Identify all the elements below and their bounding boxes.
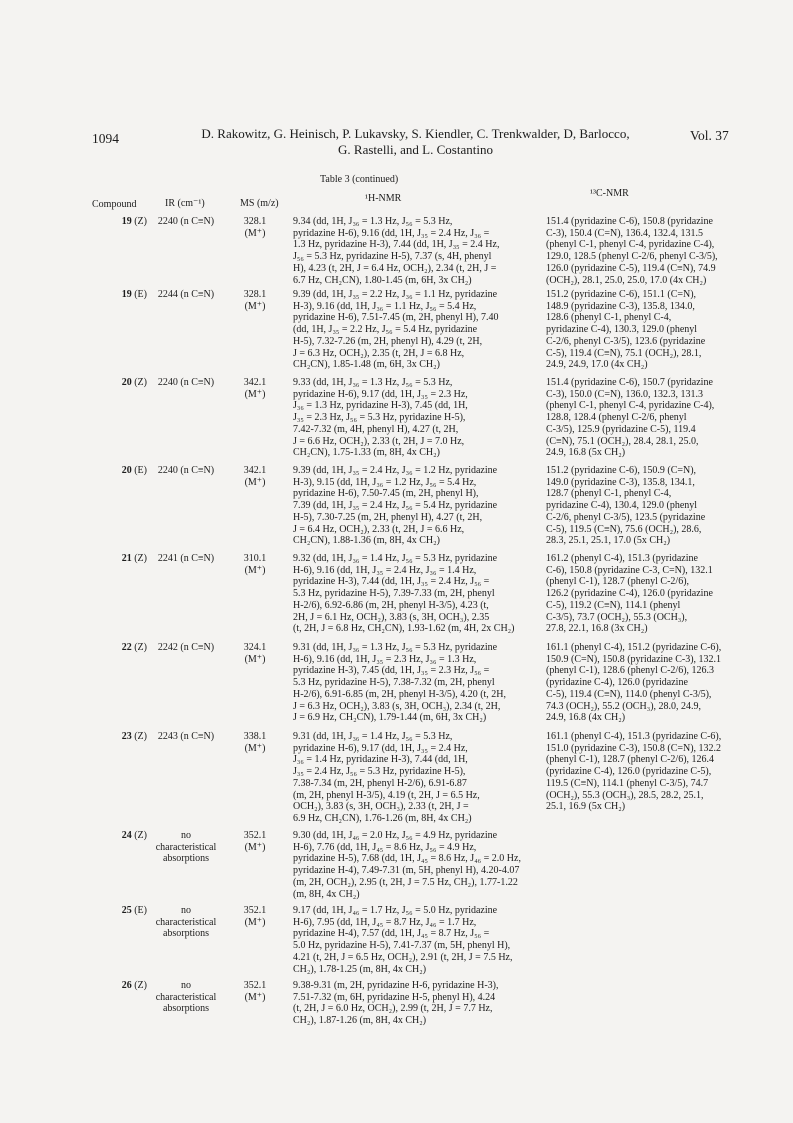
cnmr-cell bbox=[546, 216, 756, 286]
compound-label bbox=[92, 289, 147, 300]
hnmr-cell-line: 7.42-7.32 (m, 4H, phenyl H), 4.27 (t, 2H, bbox=[293, 423, 459, 435]
compound-label bbox=[92, 377, 147, 388]
compound-label bbox=[92, 465, 147, 476]
cnmr-cell-line: 24.9, 16.8 (4x CH₂) bbox=[546, 712, 626, 724]
compound-isomer: (Z) bbox=[134, 731, 147, 742]
cnmr-cell-line: (phenyl C-1), 128.6 (phenyl C-2/6), 126.3 bbox=[546, 665, 715, 677]
cnmr-cell-line: 25.1, 16.9 (5x CH₂) bbox=[546, 801, 626, 813]
cnmr-cell-line: (pyridazine C-4), 126.0 (pyridazine C-5), bbox=[546, 766, 712, 778]
ms-cell-line: 342.1 bbox=[243, 377, 267, 388]
hnmr-cell-line: CH₂CN), 1.85-1.48 (m, 6H, 3x CH₂) bbox=[293, 359, 440, 371]
cnmr-cell-line: (OCH₂), 28.1, 25.0, 25.0, 17.0 (4x CH₂) bbox=[546, 274, 707, 286]
hnmr-cell-line: H), 4.23 (t, 2H, J = 6.4 Hz, OCH₂), 2.34 (t, 2H, J = bbox=[293, 262, 497, 274]
hnmr-cell-line: 1.3 Hz, pyridazine H-3), 7.44 (dd, 1H, J₃₅ = 2.4 Hz, bbox=[293, 239, 500, 251]
cnmr-cell-line: 148.9 (pyridazine C-3), 135.8, 134.0, bbox=[546, 300, 695, 312]
hnmr-cell-line: J₃₆ = 1.3 Hz, pyridazine H-3), 7.45 (dd, 1H, bbox=[293, 400, 468, 412]
hnmr-cell bbox=[293, 377, 538, 459]
compound-label bbox=[92, 980, 147, 991]
hnmr-cell-line: 9.31 (dd, 1H, J₃₆ = 1.3 Hz, J₅₆ = 5.3 Hz, pyridazine bbox=[293, 642, 498, 653]
ir-cell bbox=[152, 980, 220, 1015]
cnmr-cell bbox=[546, 465, 756, 547]
hnmr-cell-line: pyridazine H-6), 9.17 (dd, 1H, J₃₅ = 2.4 Hz, bbox=[293, 742, 468, 754]
ms-cell-line: 352.1 bbox=[243, 905, 267, 916]
cnmr-cell-line: (phenyl C-1), 128.7 (phenyl C-2/6), bbox=[546, 576, 690, 588]
hnmr-cell-line: CH₂CN), 1.75-1.33 (m, 8H, 4x CH₂) bbox=[293, 447, 440, 459]
cnmr-cell-line: (OCH₂), 55.3 (OCH₃), 28.5, 28.2, 25.1, bbox=[546, 789, 704, 801]
compound-isomer: (E) bbox=[134, 289, 147, 300]
ms-cell-line: 328.1 bbox=[243, 216, 267, 227]
cnmr-cell-line: 27.8, 22.1, 16.8 (3x CH₂) bbox=[546, 623, 648, 635]
compound-number: 21 bbox=[121, 553, 132, 564]
hnmr-cell-line: pyridazine H-5), 7.68 (dd, 1H, J₄₅ = 8.6 Hz, J₄₆ = 2.0 Hz, bbox=[293, 853, 521, 865]
hnmr-cell bbox=[293, 289, 538, 371]
ms-cell bbox=[235, 377, 275, 400]
cnmr-cell-line: C-6), 150.8 (pyridazine C-3, C=N), 132.1 bbox=[546, 564, 713, 576]
cnmr-cell-line: C-5), 119.5 (C≡N), 75.6 (OCH₂), 28.6, bbox=[546, 523, 702, 535]
cnmr-cell-line: 161.1 (phenyl C-4), 151.2 (pyridazine C-6), bbox=[546, 642, 722, 653]
ir-cell-line: no bbox=[181, 905, 191, 916]
hnmr-cell bbox=[293, 731, 538, 825]
hnmr-cell-line: 4.21 (t, 2H, J = 6.5 Hz, OCH₂), 2.91 (t, 2H, J = 7.5 Hz, bbox=[293, 951, 513, 963]
compound-label bbox=[92, 642, 147, 653]
ir-cell-line: 2242 (n C≡N) bbox=[157, 642, 215, 653]
cnmr-cell-line: pyridazine C-4), 130.4, 129.0 (phenyl bbox=[546, 500, 698, 512]
ms-cell bbox=[235, 289, 275, 312]
hnmr-cell-line: pyridazine H-6), 9.16 (dd, 1H, J₃₅ = 2.4 Hz, J₃₆ = bbox=[293, 227, 490, 239]
cnmr-cell-line: pyridazine C-4), 130.3, 129.0 (phenyl bbox=[546, 324, 698, 336]
ir-cell-line: 2240 (n C≡N) bbox=[157, 377, 215, 388]
cnmr-cell bbox=[546, 642, 756, 724]
volume-label: Vol. 37 bbox=[690, 128, 729, 143]
ms-cell bbox=[235, 465, 275, 488]
compound-label bbox=[92, 216, 147, 227]
compound-isomer: (Z) bbox=[134, 377, 147, 388]
ir-cell-line: characteristical bbox=[155, 916, 217, 928]
cnmr-cell-line: 24.9, 16.8 (5x CH₂) bbox=[546, 447, 626, 459]
compound-isomer: (Z) bbox=[134, 216, 147, 227]
ir-cell-line: no bbox=[181, 830, 191, 841]
cnmr-cell-line: C-5), 119.2 (C≡N), 114.1 (phenyl bbox=[546, 599, 681, 611]
hnmr-cell-line: J₃₆ = 1.4 Hz, pyridazine H-3), 7.44 (dd, 1H, bbox=[293, 754, 468, 766]
compound-number: 22 bbox=[121, 642, 132, 653]
compound-isomer: (Z) bbox=[134, 830, 147, 841]
column-header-13c-nmr: ¹³C-NMR bbox=[590, 188, 629, 199]
ir-cell-line: 2240 (n C≡N) bbox=[157, 216, 215, 227]
hnmr-cell-line: J = 6.3 Hz, OCH₂), 2.35 (t, 2H, J = 6.8 Hz, bbox=[293, 347, 465, 359]
hnmr-cell-line: pyridazine H-6), 9.17 (dd, 1H, J₃₅ = 2.3 Hz, bbox=[293, 388, 468, 400]
hnmr-cell-line: CH₂), 1.78-1.25 (m, 8H, 4x CH₂) bbox=[293, 963, 427, 975]
hnmr-cell-line: 9.32 (dd, 1H, J₃₆ = 1.4 Hz, J₅₆ = 5.3 Hz, pyridazine bbox=[293, 553, 498, 564]
hnmr-cell-line: 9.34 (dd, 1H, J₃₆ = 1.3 Hz, J₅₆ = 5.3 Hz, bbox=[293, 216, 453, 227]
hnmr-cell-line: pyridazine H-4), 7.49-7.31 (m, 5H, phenyl H), 4.20-4.07 bbox=[293, 865, 520, 877]
ir-cell-line: absorptions bbox=[162, 928, 210, 939]
hnmr-cell-line: H-2/6), 6.92-6.86 (m, 2H, phenyl H-3/5), 4.23 (t, bbox=[293, 599, 489, 611]
hnmr-cell-line: H-5), 7.32-7.26 (m, 2H, phenyl H), 4.29 (t, 2H, bbox=[293, 335, 483, 347]
ms-cell bbox=[235, 731, 275, 754]
cnmr-cell-line: 151.2 (pyridazine C-6), 150.9 (C=N), bbox=[546, 465, 697, 476]
hnmr-cell-line: pyridazine H-3), 7.44 (dd, 1H, J₃₅ = 2.4 Hz, J₅₆ = bbox=[293, 576, 490, 588]
hnmr-cell-line: H-2/6), 6.91-6.85 (m, 2H, phenyl H-3/5), 4.20 (t, 2H, bbox=[293, 688, 507, 700]
cnmr-cell-line: 126.2 (pyridazine C-4), 126.0 (pyridazine bbox=[546, 588, 713, 600]
cnmr-cell-line: 119.5 (C≡N), 114.1 (phenyl C-3/5), 74.7 bbox=[546, 777, 709, 789]
hnmr-cell-line: 5.3 Hz, pyridazine H-5), 7.39-7.33 (m, 2H, phenyl bbox=[293, 588, 495, 600]
ms-cell-line: 342.1 bbox=[243, 465, 267, 476]
hnmr-cell bbox=[293, 642, 538, 724]
cnmr-cell-line: C-3/5), 73.7 (OCH₂), 55.3 (OCH₃), bbox=[546, 611, 688, 623]
cnmr-cell-line: 128.7 (phenyl C-1, phenyl C-4, bbox=[546, 488, 672, 500]
ms-cell-line: (M⁺) bbox=[244, 227, 266, 239]
compound-number: 19 bbox=[121, 289, 132, 300]
column-header-ir: IR (cm⁻¹) bbox=[165, 198, 205, 209]
cnmr-cell-line: C-3), 150.4 (C=N), 136.4, 132.4, 131.5 bbox=[546, 227, 704, 239]
column-header-1h-nmr: ¹H-NMR bbox=[365, 193, 402, 204]
ir-cell-line: 2244 (n C≡N) bbox=[157, 289, 215, 300]
cnmr-cell-line: (phenyl C-1, phenyl C-4, pyridazine C-4), bbox=[546, 400, 715, 412]
hnmr-cell-line: H-6), 9.16 (dd, 1H, J₃₅ = 2.3 Hz, J₃₆ = 1.3 Hz, bbox=[293, 653, 477, 665]
ir-cell-line: 2240 (n C≡N) bbox=[157, 465, 215, 476]
cnmr-cell-line: 161.1 (phenyl C-4), 151.3 (pyridazine C-6), bbox=[546, 731, 722, 742]
compound-isomer: (Z) bbox=[134, 553, 147, 564]
compound-number: 19 bbox=[121, 216, 132, 227]
hnmr-cell-line: H-3), 9.16 (dd, 1H, J₃₆ = 1.1 Hz, J₅₆ = 5.4 Hz, bbox=[293, 300, 477, 312]
ir-cell-line: 2241 (n C≡N) bbox=[157, 553, 215, 564]
ms-cell bbox=[235, 642, 275, 665]
hnmr-cell bbox=[293, 905, 538, 975]
cnmr-cell-line: 24.9, 24.9, 17.0 (4x CH₂) bbox=[546, 359, 648, 371]
hnmr-cell-line: OCH₂), 3.83 (s, 3H, OCH₃), 2.33 (t, 2H, J = bbox=[293, 801, 469, 813]
hnmr-cell-line: 9.31 (dd, 1H, J₃₆ = 1.4 Hz, J₅₆ = 5.3 Hz, bbox=[293, 731, 453, 742]
hnmr-cell-line: 2H, J = 6.1 Hz, OCH₂), 3.83 (s, 3H, OCH₃), 2.35 bbox=[293, 611, 490, 623]
compound-label bbox=[92, 731, 147, 742]
hnmr-cell-line: H-5), 7.30-7.25 (m, 2H, phenyl H), 4.27 (t, 2H, bbox=[293, 511, 483, 523]
cnmr-cell-line: C-5), 119.4 (C≡N), 75.1 (OCH₂), 28.1, bbox=[546, 347, 702, 359]
compound-isomer: (E) bbox=[134, 465, 147, 476]
cnmr-cell-line: 151.0 (pyridazine C-3), 150.8 (C=N), 132.2 bbox=[546, 742, 722, 754]
hnmr-cell-line: 9.39 (dd, 1H, J₃₅ = 2.2 Hz, J₃₆ = 1.1 Hz, pyridazine bbox=[293, 289, 498, 300]
compound-isomer: (Z) bbox=[134, 642, 147, 653]
cnmr-cell-line: C-5), 119.4 (C≡N), 114.0 (phenyl C-3/5), bbox=[546, 688, 712, 700]
ir-cell-line: characteristical bbox=[155, 991, 217, 1003]
cnmr-cell-line: (pyridazine C-4), 126.0 (pyridazine bbox=[546, 677, 688, 689]
hnmr-cell-line: pyridazine H-3), 7.45 (dd, 1H, J₃₅ = 2.3 Hz, J₅₆ = bbox=[293, 665, 490, 677]
compound-number: 26 bbox=[121, 980, 132, 991]
ms-cell-line: 338.1 bbox=[243, 731, 267, 742]
hnmr-cell-line: 6.7 Hz, CH₂CN), 1.80-1.45 (m, 6H, 3x CH₂) bbox=[293, 274, 472, 286]
cnmr-cell-line: 28.3, 25.1, 25.1, 17.0 (5x CH₂) bbox=[546, 535, 671, 547]
ir-cell-line: no bbox=[181, 980, 191, 991]
cnmr-cell-line: (C≡N), 75.1 (OCH₂), 28.4, 28.1, 25.0, bbox=[546, 435, 699, 447]
ir-cell bbox=[152, 642, 220, 654]
hnmr-cell-line: pyridazine H-4), 7.57 (dd, 1H, J₄₅ = 8.7 Hz, J₅₆ = bbox=[293, 928, 490, 940]
ir-cell bbox=[152, 377, 220, 389]
hnmr-cell bbox=[293, 216, 538, 286]
hnmr-cell-line: 7.38-7.34 (m, 2H, phenyl H-2/6), 6.91-6.87 bbox=[293, 777, 467, 789]
ms-cell-line: 352.1 bbox=[243, 980, 267, 991]
compound-number: 24 bbox=[121, 830, 132, 841]
cnmr-cell-line: (phenyl C-1), 128.7 (phenyl C-2/6), 126.4 bbox=[546, 754, 715, 766]
hnmr-cell-line: 7.51-7.32 (m, 6H, pyridazine H-5, phenyl H), 4.24 bbox=[293, 991, 496, 1003]
hnmr-cell-line: pyridazine H-6), 7.51-7.45 (m, 2H, phenyl H), 7.40 bbox=[293, 312, 499, 324]
cnmr-cell-line: C-2/6, phenyl C-3/5), 123.5 (pyridazine bbox=[546, 511, 706, 523]
hnmr-cell-line: 9.33 (dd, 1H, J₃₆ = 1.3 Hz, J₅₆ = 5.3 Hz, bbox=[293, 377, 453, 388]
ms-cell-line: 328.1 bbox=[243, 289, 267, 300]
hnmr-cell-line: (t, 2H, J = 6.0 Hz, OCH₂), 2.99 (t, 2H, J = 7.7 Hz, bbox=[293, 1003, 493, 1015]
hnmr-cell-line: H-6), 9.16 (dd, 1H, J₃₅ = 2.4 Hz, J₃₆ = 1.4 Hz, bbox=[293, 564, 477, 576]
cnmr-cell-line: 151.4 (pyridazine C-6), 150.7 (pyridazine bbox=[546, 377, 713, 388]
cnmr-cell-line: 161.2 (phenyl C-4), 151.3 (pyridazine bbox=[546, 553, 698, 564]
author-list bbox=[178, 126, 653, 158]
hnmr-cell-line: (m, 8H, 4x CH₂) bbox=[293, 888, 360, 900]
ir-cell bbox=[152, 553, 220, 565]
ir-cell bbox=[152, 905, 220, 940]
compound-number: 20 bbox=[121, 377, 132, 388]
ir-cell-line: absorptions bbox=[162, 1003, 210, 1014]
hnmr-cell-line: H-6), 7.76 (dd, 1H, J₄₅ = 8.6 Hz, J₅₆ = 4.9 Hz, bbox=[293, 841, 477, 853]
hnmr-cell bbox=[293, 980, 538, 1027]
page-number: 1094 bbox=[92, 131, 119, 146]
ms-cell-line: 310.1 bbox=[243, 553, 267, 564]
cnmr-cell bbox=[546, 553, 756, 635]
ir-cell bbox=[152, 289, 220, 301]
hnmr-cell-line: 5.3 Hz, pyridazine H-5), 7.38-7.32 (m, 2H, phenyl bbox=[293, 677, 495, 689]
ms-cell-line: 352.1 bbox=[243, 830, 267, 841]
hnmr-cell bbox=[293, 553, 538, 635]
table-caption: Table 3 (continued) bbox=[320, 174, 399, 185]
compound-label bbox=[92, 830, 147, 841]
compound-number: 23 bbox=[121, 731, 132, 742]
hnmr-cell-line: 6.9 Hz, CH₂CN), 1.76-1.26 (m, 8H, 4x CH₂) bbox=[293, 812, 472, 824]
ms-cell-line: (M⁺) bbox=[244, 300, 266, 312]
hnmr-cell-line: 9.39 (dd, 1H, J₃₅ = 2.4 Hz, J₃₆ = 1.2 Hz, pyridazine bbox=[293, 465, 498, 476]
compound-isomer: (E) bbox=[134, 905, 147, 916]
ir-cell-line: characteristical bbox=[155, 841, 217, 853]
ir-cell bbox=[152, 830, 220, 865]
ir-cell bbox=[152, 465, 220, 477]
hnmr-cell bbox=[293, 465, 538, 547]
compound-label bbox=[92, 553, 147, 564]
ms-cell-line: (M⁺) bbox=[244, 653, 266, 665]
ms-cell bbox=[235, 830, 275, 853]
hnmr-cell-line: J₅₆ = 5.3 Hz, pyridazine H-5), 7.37 (s, 4H, phenyl bbox=[293, 251, 492, 263]
hnmr-cell-line: 5.0 Hz, pyridazine H-5), 7.41-7.37 (m, 5H, phenyl H), bbox=[293, 940, 511, 952]
cnmr-cell-line: C-3), 150.0 (C=N), 136.0, 132.3, 131.3 bbox=[546, 388, 704, 400]
compound-isomer: (Z) bbox=[134, 980, 147, 991]
ms-cell-line: (M⁺) bbox=[244, 991, 266, 1003]
author-list-line-1: D. Rakowitz, G. Heinisch, P. Lukavsky, S. Kiendler, C. Trenkwalder, D, Barlocco, bbox=[201, 126, 630, 141]
hnmr-cell-line: 7.39 (dd, 1H, J₃₅ = 2.4 Hz, J₅₆ = 5.4 Hz, pyridazine bbox=[293, 500, 498, 512]
cnmr-cell-line: C-3/5), 125.9 (pyridazine C-5), 119.4 bbox=[546, 423, 696, 435]
ms-cell bbox=[235, 980, 275, 1003]
hnmr-cell-line: 9.30 (dd, 1H, J₄₆ = 2.0 Hz, J₅₆ = 4.9 Hz, pyridazine bbox=[293, 830, 498, 841]
hnmr-cell-line: (t, 2H, J = 6.8 Hz, CH₂CN), 1.93-1.62 (m, 4H, 2x CH₂) bbox=[293, 623, 515, 635]
ir-cell-line: 2243 (n C≡N) bbox=[157, 731, 215, 742]
ir-cell-line: absorptions bbox=[162, 853, 210, 864]
cnmr-cell-line: 126.0 (pyridazine C-5), 119.4 (C≡N), 74.9 bbox=[546, 262, 716, 274]
cnmr-cell-line: 128.6 (phenyl C-1, phenyl C-4, bbox=[546, 312, 672, 324]
hnmr-cell-line: pyridazine H-6), 7.50-7.45 (m, 2H, phenyl H), bbox=[293, 488, 479, 500]
hnmr-cell-line: J₃₅ = 2.3 Hz, J₅₆ = 5.3 Hz, pyridazine H-5), bbox=[293, 412, 466, 424]
cnmr-cell-line: (phenyl C-1, phenyl C-4, pyridazine C-4), bbox=[546, 239, 715, 251]
column-header-ms: MS (m/z) bbox=[240, 198, 279, 209]
hnmr-cell-line: CH₂), 1.87-1.26 (m, 8H, 4x CH₂) bbox=[293, 1015, 427, 1027]
cnmr-cell bbox=[546, 731, 756, 813]
compound-number: 25 bbox=[121, 905, 132, 916]
hnmr-cell-line: 9.38-9.31 (m, 2H, pyridazine H-6, pyridazine H-3), bbox=[293, 980, 499, 991]
compound-label bbox=[92, 905, 147, 916]
cnmr-cell-line: 151.4 (pyridazine C-6), 150.8 (pyridazine bbox=[546, 216, 713, 227]
column-header-compound: Compound bbox=[92, 199, 137, 210]
hnmr-cell-line: J₃₅ = 2.4 Hz, J₅₆ = 5.3 Hz, pyridazine H-5), bbox=[293, 766, 466, 778]
ir-cell bbox=[152, 216, 220, 228]
hnmr-cell-line: J = 6.6 Hz, OCH₂), 2.33 (t, 2H, J = 7.0 Hz, bbox=[293, 435, 465, 447]
ms-cell bbox=[235, 905, 275, 928]
hnmr-cell-line: J = 6.3 Hz, OCH₂), 3.83 (s, 3H, OCH₃), 2.34 (t, 2H, bbox=[293, 700, 501, 712]
ms-cell-line: (M⁺) bbox=[244, 841, 266, 853]
cnmr-cell bbox=[546, 377, 756, 459]
author-list-line-2: G. Rastelli, and L. Costantino bbox=[338, 142, 493, 157]
ms-cell-line: (M⁺) bbox=[244, 476, 266, 488]
ms-cell-line: (M⁺) bbox=[244, 742, 266, 754]
cnmr-cell-line: 150.9 (C=N), 150.8 (pyridazine C-3), 132.1 bbox=[546, 653, 722, 665]
ir-cell bbox=[152, 731, 220, 743]
cnmr-cell-line: 129.0, 128.5 (phenyl C-2/6, phenyl C-3/5), bbox=[546, 251, 718, 263]
cnmr-cell bbox=[546, 289, 756, 371]
hnmr-cell-line: 9.17 (dd, 1H, J₄₆ = 1.7 Hz, J₅₆ = 5.0 Hz, pyridazine bbox=[293, 905, 498, 916]
hnmr-cell-line: J = 6.9 Hz, CH₂CN), 1.79-1.44 (m, 6H, 3x CH₂) bbox=[293, 712, 487, 724]
ms-cell-line: (M⁺) bbox=[244, 388, 266, 400]
cnmr-cell-line: 151.2 (pyridazine C-6), 151.1 (C=N), bbox=[546, 289, 697, 300]
ms-cell-line: (M⁺) bbox=[244, 916, 266, 928]
cnmr-cell-line: C-2/6, phenyl C-3/5), 123.6 (pyridazine bbox=[546, 335, 706, 347]
hnmr-cell bbox=[293, 830, 538, 900]
cnmr-cell-line: 74.3 (OCH₂), 55.2 (OCH₃), 28.0, 24.9, bbox=[546, 700, 702, 712]
ms-cell bbox=[235, 553, 275, 576]
hnmr-cell-line: (m, 2H, OCH₂), 2.95 (t, 2H, J = 7.5 Hz, CH₂), 1.77-1.22 bbox=[293, 876, 518, 888]
ms-cell-line: 324.1 bbox=[243, 642, 267, 653]
ms-cell-line: (M⁺) bbox=[244, 564, 266, 576]
hnmr-cell-line: (dd, 1H, J₃₅ = 2.2 Hz, J₅₆ = 5.4 Hz, pyridazine bbox=[293, 324, 478, 336]
hnmr-cell-line: (m, 2H, phenyl H-3/5), 4.19 (t, 2H, J = 6.5 Hz, bbox=[293, 789, 480, 801]
hnmr-cell-line: H-6), 7.95 (dd, 1H, J₄₅ = 8.7 Hz, J₄₆ = 1.7 Hz, bbox=[293, 916, 477, 928]
cnmr-cell-line: 128.8, 128.4 (phenyl C-2/6, phenyl bbox=[546, 412, 687, 424]
hnmr-cell-line: J = 6.4 Hz, OCH₂), 2.33 (t, 2H, J = 6.6 Hz, bbox=[293, 523, 465, 535]
hnmr-cell-line: H-3), 9.15 (dd, 1H, J₃₆ = 1.2 Hz, J₅₆ = 5.4 Hz, bbox=[293, 476, 477, 488]
cnmr-cell-line: 149.0 (pyridazine C-3), 135.8, 134.1, bbox=[546, 476, 695, 488]
ms-cell bbox=[235, 216, 275, 239]
compound-number: 20 bbox=[121, 465, 132, 476]
hnmr-cell-line: CH₂CN), 1.88-1.36 (m, 8H, 4x CH₂) bbox=[293, 535, 440, 547]
